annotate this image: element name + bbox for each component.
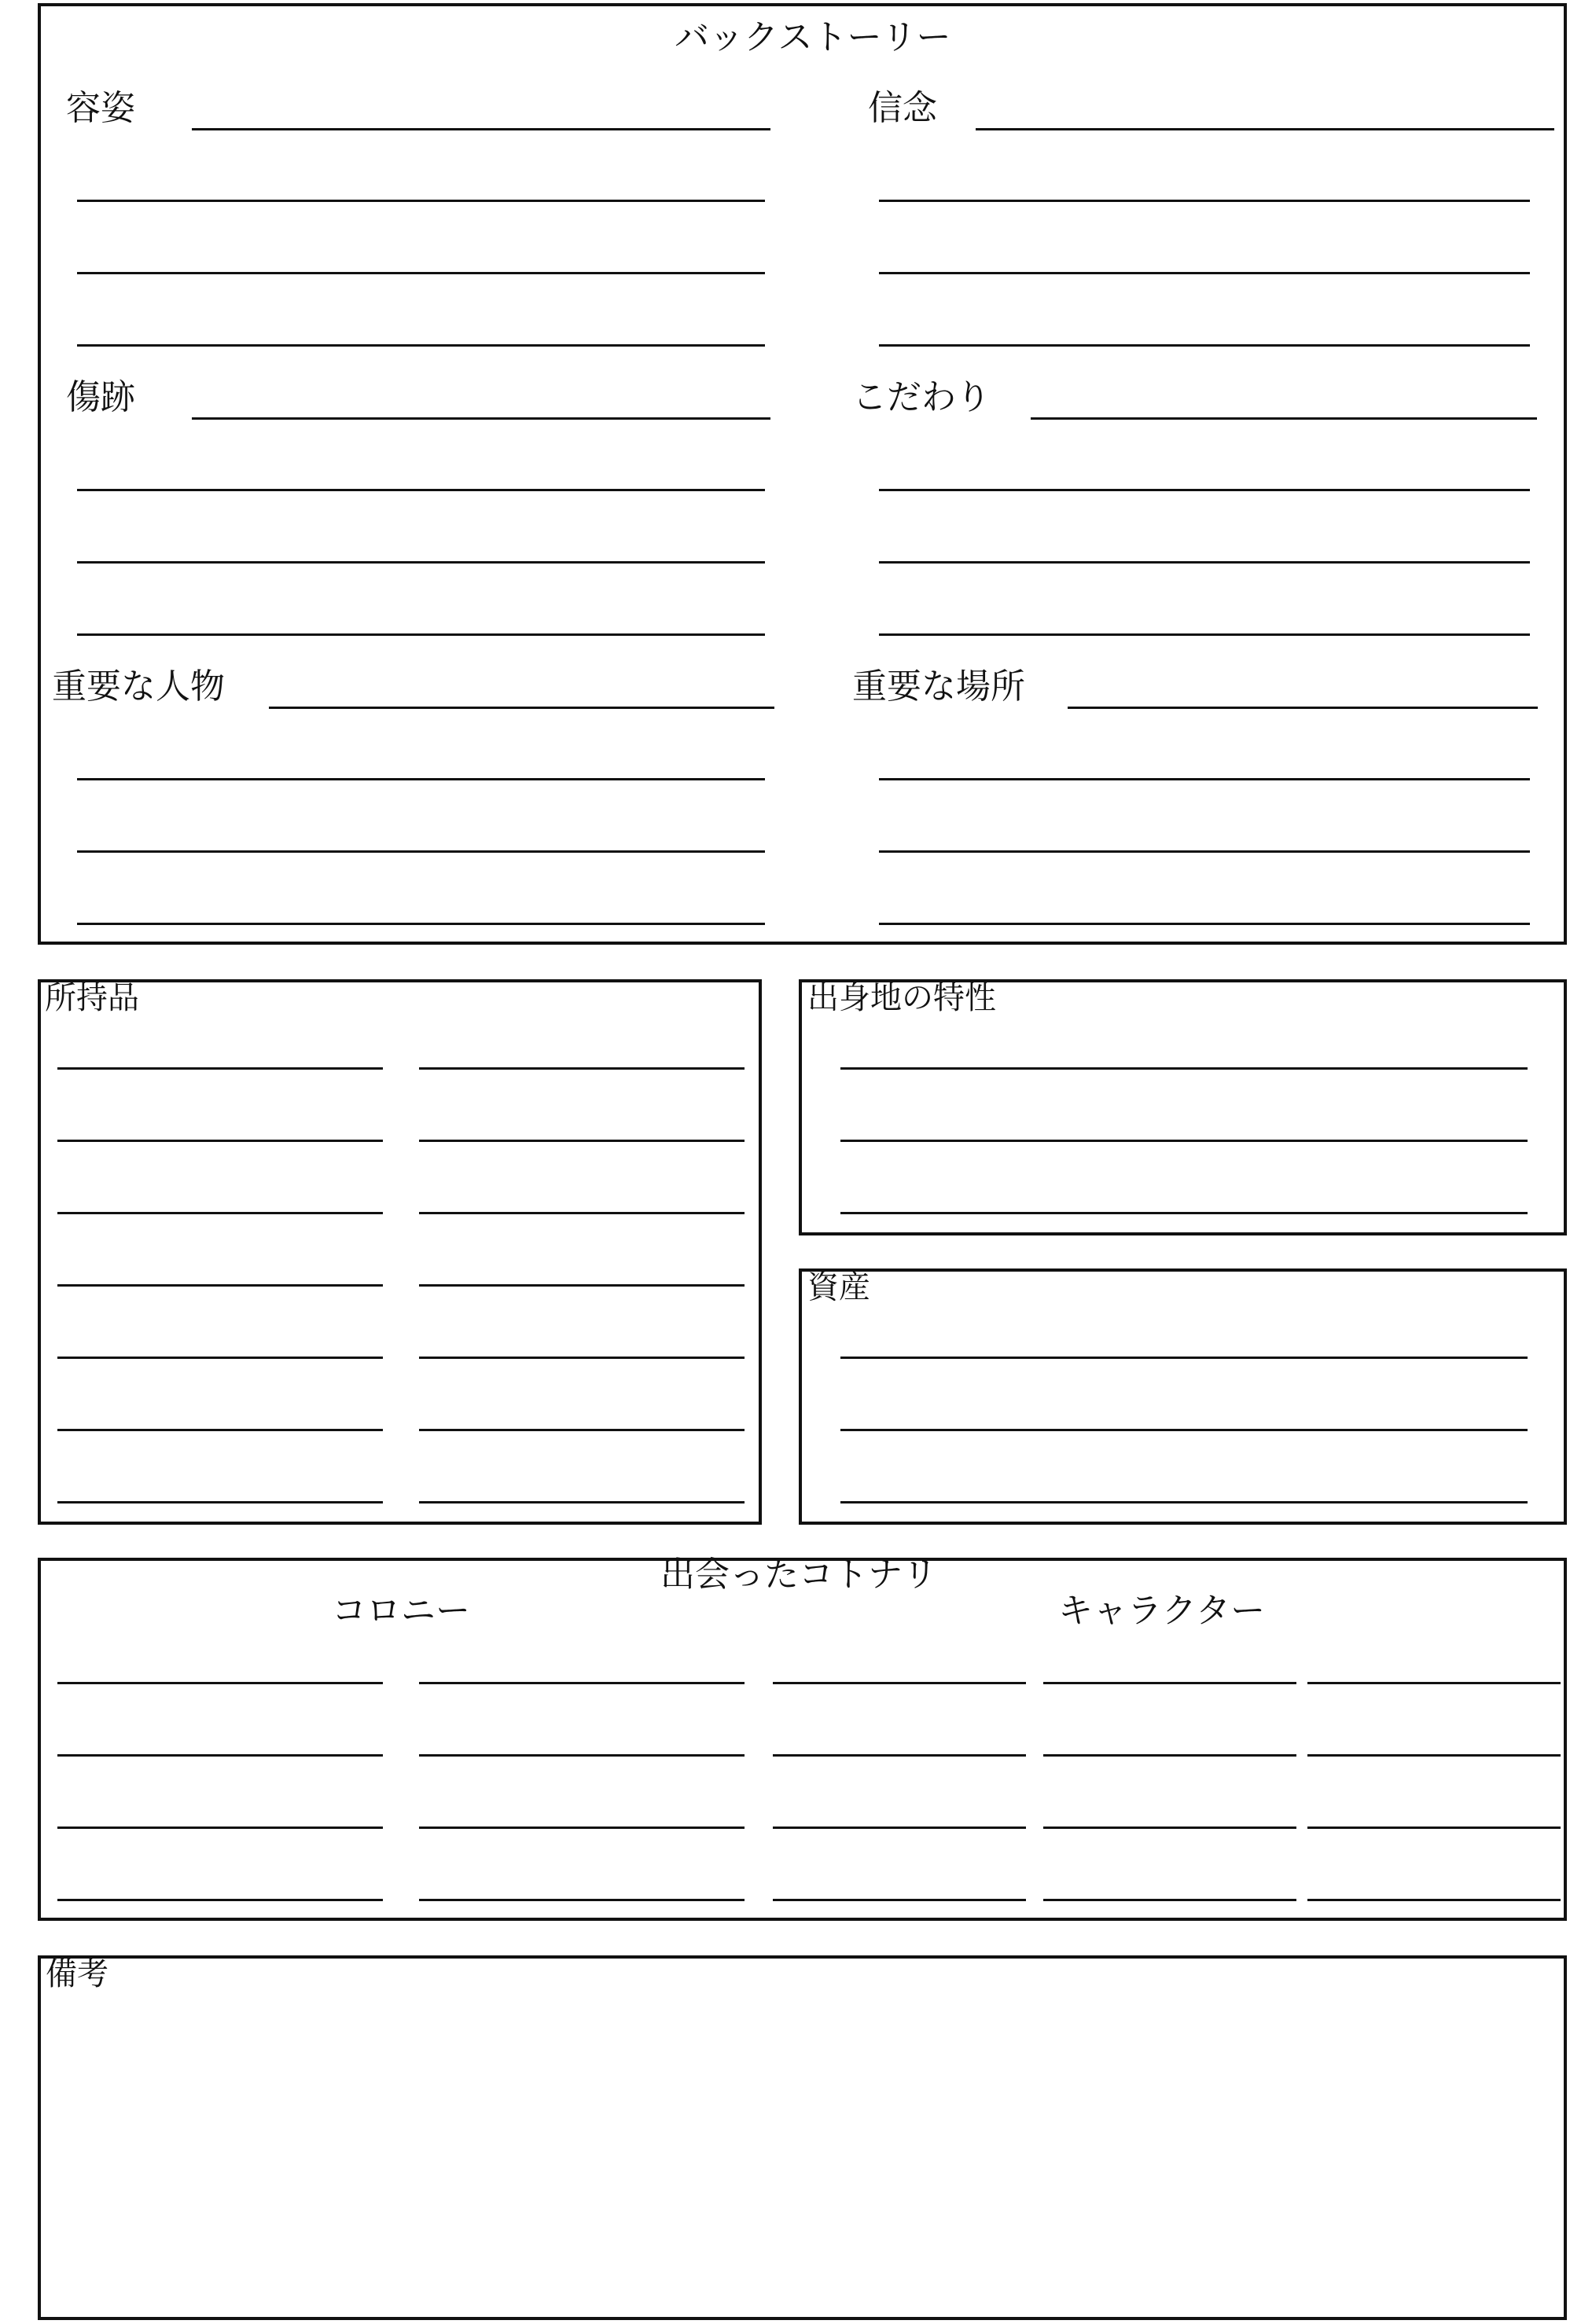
belongings-line[interactable]: [419, 1501, 745, 1503]
belongings-line[interactable]: [419, 1357, 745, 1359]
character-line[interactable]: [1043, 1827, 1296, 1829]
scar-label: 傷跡: [66, 377, 135, 417]
character-line[interactable]: [773, 1754, 1026, 1757]
appearance-line[interactable]: [77, 200, 765, 202]
character-line[interactable]: [1307, 1754, 1561, 1757]
character-line[interactable]: [773, 1682, 1026, 1684]
assets-line[interactable]: [840, 1429, 1528, 1431]
character-line[interactable]: [773, 1827, 1026, 1829]
belief-line[interactable]: [879, 344, 1530, 347]
kotonari-section: [38, 1555, 1567, 1921]
belongings-line[interactable]: [419, 1140, 745, 1142]
character-line[interactable]: [1043, 1754, 1296, 1757]
birthplace-section: [799, 979, 1567, 1235]
belongings-line[interactable]: [419, 1212, 745, 1214]
belief-label: 信念: [868, 88, 937, 128]
belongings-title: 所持品: [45, 980, 139, 1016]
colony-line[interactable]: [57, 1754, 383, 1757]
belongings-section: [38, 979, 762, 1525]
important-person-line[interactable]: [77, 923, 765, 925]
obsession-line[interactable]: [879, 633, 1530, 636]
colony-line[interactable]: [419, 1754, 745, 1757]
belongings-line[interactable]: [57, 1501, 383, 1503]
character-line[interactable]: [773, 1899, 1026, 1901]
obsession-line[interactable]: [1031, 417, 1537, 420]
assets-section: [799, 1268, 1567, 1525]
colony-line[interactable]: [57, 1899, 383, 1901]
important-person-label: 重要な人物: [52, 666, 225, 707]
backstory-section: [38, 3, 1567, 945]
backstory-title: バックストーリー: [675, 17, 951, 57]
important-place-line[interactable]: [879, 923, 1530, 925]
colony-line[interactable]: [57, 1827, 383, 1829]
birthplace-line[interactable]: [840, 1067, 1528, 1070]
appearance-line[interactable]: [192, 128, 770, 130]
belief-line[interactable]: [879, 200, 1530, 202]
obsession-line[interactable]: [879, 489, 1530, 491]
character-line[interactable]: [1307, 1827, 1561, 1829]
appearance-line[interactable]: [77, 344, 765, 347]
appearance-label: 容姿: [66, 88, 135, 128]
birthplace-line[interactable]: [840, 1140, 1528, 1142]
important-place-label: 重要な場所: [852, 666, 1025, 707]
character-label: キャラクター: [1058, 1591, 1266, 1631]
belongings-line[interactable]: [419, 1067, 745, 1070]
appearance-line[interactable]: [77, 272, 765, 274]
scar-line[interactable]: [192, 417, 770, 420]
important-place-line[interactable]: [879, 850, 1530, 853]
kotonari-title: 出会ったコトナリ: [660, 1555, 937, 1595]
assets-line[interactable]: [840, 1357, 1528, 1359]
assets-title: 資産: [807, 1269, 870, 1305]
belongings-line[interactable]: [419, 1429, 745, 1431]
colony-line[interactable]: [419, 1682, 745, 1684]
scar-line[interactable]: [77, 489, 765, 491]
character-line[interactable]: [1043, 1682, 1296, 1684]
colony-line[interactable]: [57, 1682, 383, 1684]
obsession-label: こだわり: [852, 377, 991, 417]
birthplace-line[interactable]: [840, 1212, 1528, 1214]
important-person-line[interactable]: [269, 707, 774, 709]
belief-line[interactable]: [879, 272, 1530, 274]
important-person-line[interactable]: [77, 850, 765, 853]
belongings-line[interactable]: [57, 1357, 383, 1359]
important-person-line[interactable]: [77, 778, 765, 780]
scar-line[interactable]: [77, 561, 765, 564]
colony-label: コロニー: [332, 1591, 470, 1631]
belongings-line[interactable]: [57, 1212, 383, 1214]
important-place-line[interactable]: [1068, 707, 1538, 709]
colony-line[interactable]: [419, 1827, 745, 1829]
character-line[interactable]: [1307, 1899, 1561, 1901]
notes-section[interactable]: [38, 1955, 1567, 2320]
belongings-line[interactable]: [57, 1067, 383, 1070]
colony-line[interactable]: [419, 1899, 745, 1901]
birthplace-title: 出身地の特性: [807, 980, 996, 1016]
belief-line[interactable]: [976, 128, 1554, 130]
character-line[interactable]: [1043, 1899, 1296, 1901]
important-place-line[interactable]: [879, 778, 1530, 780]
belongings-line[interactable]: [419, 1284, 745, 1287]
assets-line[interactable]: [840, 1501, 1528, 1503]
belongings-line[interactable]: [57, 1140, 383, 1142]
scar-line[interactable]: [77, 633, 765, 636]
obsession-line[interactable]: [879, 561, 1530, 564]
character-line[interactable]: [1307, 1682, 1561, 1684]
notes-title: 備考: [46, 1956, 108, 1992]
belongings-line[interactable]: [57, 1284, 383, 1287]
belongings-line[interactable]: [57, 1429, 383, 1431]
